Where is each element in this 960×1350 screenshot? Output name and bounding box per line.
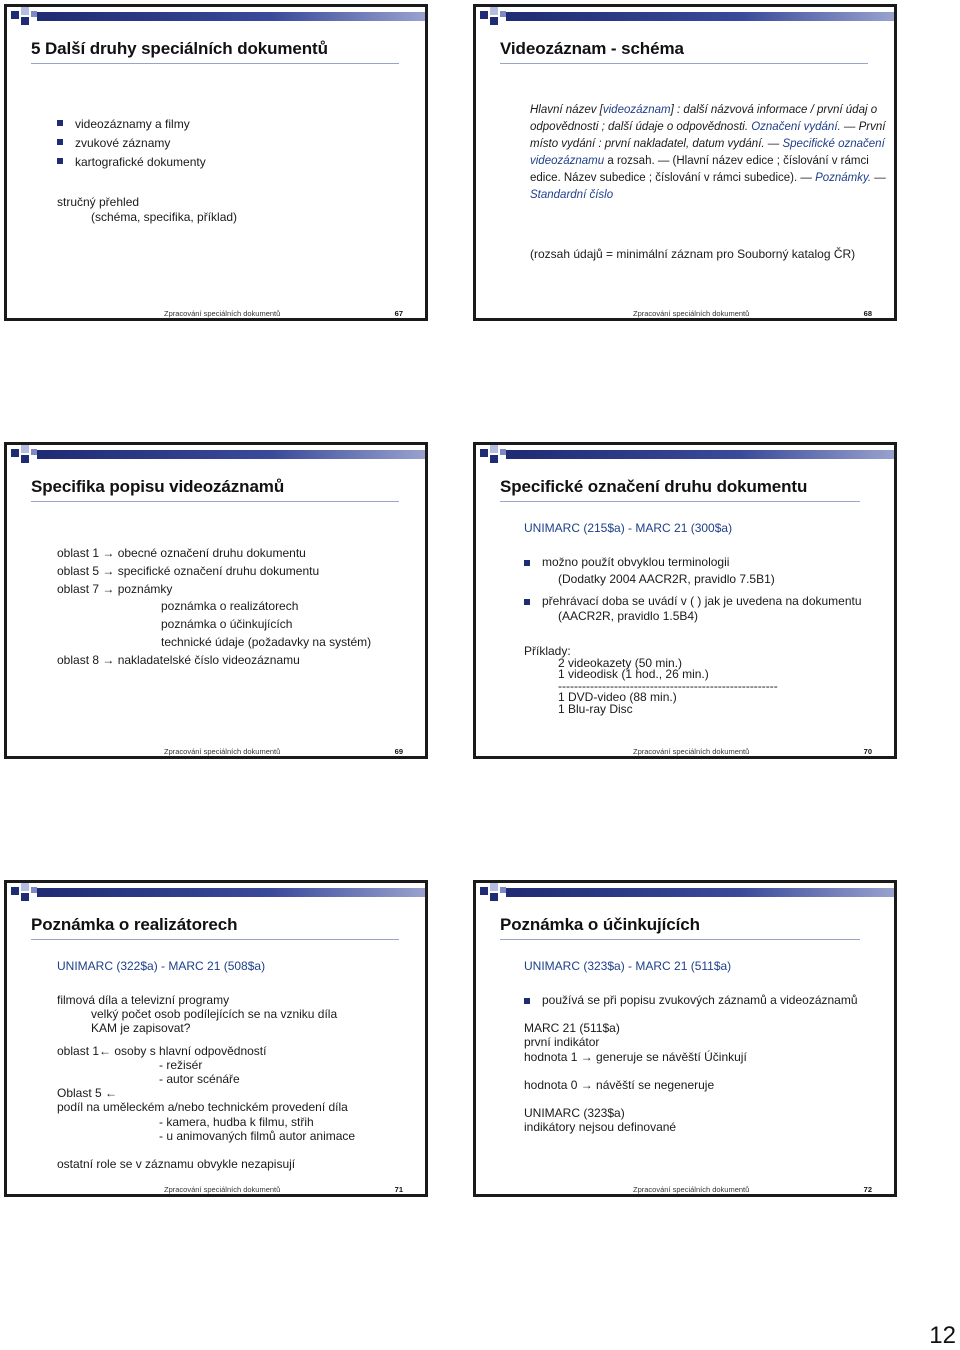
text-line: hodnota 1 → generuje se návěští Účinkují <box>524 1049 747 1064</box>
schema-text: Hlavní název [videozáznam] : další názvová informace / první údaj o odpovědnosti ; další údaje o odpovědnosti. Označení vydání. — První místo vydání : první nakladatel, datum vydání. — Specifické označení videozáznamu a rozsah. — (Hlavní název edice ; číslování v rámci edice. Název subedice ; číslování v rámci subedice). — Poznámky. — Standardní číslo <box>530 104 886 201</box>
slide-decoration <box>7 883 428 905</box>
footer-text: Zpracování speciálních dokumentů <box>633 747 750 756</box>
list-item: oblast 1 → obecné označení druhu dokumentu <box>57 546 306 560</box>
footer-text: Zpracování speciálních dokumentů <box>633 309 750 318</box>
slide-70 <box>473 442 897 759</box>
list-item: zvukové záznamy <box>57 134 206 153</box>
slide-72 <box>473 880 897 1197</box>
list-item: možno použít obvyklou terminologii <box>524 555 894 570</box>
slide-decoration <box>7 445 428 467</box>
section-heading: UNIMARC (322$a) - MARC 21 (508$a) <box>57 959 266 973</box>
slide-title: Poznámka o realizátorech <box>31 915 399 940</box>
list-item-detail: (AACR2R, pravidlo 1.5B4) <box>558 609 699 623</box>
slide-title: 5 Další druhy speciálních dokumentů <box>31 39 399 64</box>
slide-decoration <box>476 445 897 467</box>
slide-decoration <box>476 883 897 905</box>
text-line: MARC 21 (511$a) <box>524 1021 620 1036</box>
separator-text: ------------------------------------------------------- <box>558 678 778 693</box>
example-item: 2 videokazety (50 min.) <box>558 655 683 670</box>
summary-text: (schéma, specifika, příklad) <box>91 210 238 224</box>
slide-title: Poznámka o účinkujících <box>500 915 860 940</box>
examples-label: Příklady: <box>524 644 571 658</box>
summary-text: stručný přehled <box>57 195 140 209</box>
slide-decoration <box>7 7 428 29</box>
slide-71 <box>4 880 428 1197</box>
list-item: videozáznamy a filmy <box>57 115 206 134</box>
slide-69 <box>4 442 428 759</box>
footer-text: Zpracování speciálních dokumentů <box>164 747 281 756</box>
list-item-detail: (Dodatky 2004 AACR2R, pravidlo 7.5B1) <box>558 572 775 586</box>
list-item: používá se při popisu zvukových záznamů a videozáznamů <box>524 993 894 1007</box>
text-line: ostatní role se v záznamu obvykle nezapisují <box>57 1157 296 1171</box>
text-line: KAM je zapisovat? <box>91 1021 191 1036</box>
slide-title: Videozáznam - schéma <box>500 39 868 64</box>
text-line: - autor scénáře <box>159 1072 240 1087</box>
slide-67 <box>4 4 428 321</box>
list-item: přehrávací doba se uvádí v ( ) jak je uvedena na dokumentu <box>524 594 894 609</box>
text-line: oblast 1← osoby s hlavní odpovědností <box>57 1043 267 1058</box>
text-line: indikátory nejsou definované <box>524 1120 677 1135</box>
page-number: 12 <box>929 1322 956 1349</box>
slide-title: Specifika popisu videozáznamů <box>31 477 399 502</box>
slide-number: 68 <box>863 309 872 318</box>
example-item: 1 Blu-ray Disc <box>558 701 633 716</box>
list-item: oblast 7 → poznámky <box>57 581 173 596</box>
slide-number: 67 <box>394 309 403 318</box>
section-heading: UNIMARC (215$a) - MARC 21 (300$a) <box>524 521 733 535</box>
text-line: Oblast 5 ← <box>57 1086 118 1101</box>
note-text: (rozsah údajů = minimální záznam pro Souborný katalog ČR) <box>530 247 856 261</box>
text-line: hodnota 0 → návěští se negeneruje <box>524 1077 715 1092</box>
slide-number: 72 <box>863 1185 872 1194</box>
list-item: poznámka o realizátorech <box>161 599 299 614</box>
text-line: - u animovaných filmů autor animace <box>159 1128 356 1143</box>
text-line: velký počet osob podílejících se na vzniku díla <box>91 1007 338 1022</box>
list-item: technické údaje (požadavky na systém) <box>161 634 372 649</box>
example-item: 1 videodisk (1 hod., 26 min.) <box>558 667 709 682</box>
slide-decoration <box>476 7 897 29</box>
footer-text: Zpracování speciálních dokumentů <box>164 309 281 318</box>
slide-title: Specifické označení druhu dokumentu <box>500 477 860 502</box>
text-line: podíl na uměleckém a/nebo technickém provedení díla <box>57 1100 348 1115</box>
example-item: 1 DVD-video (88 min.) <box>558 690 677 705</box>
list-item: kartografické dokumenty <box>57 153 206 172</box>
text-line: první indikátor <box>524 1035 600 1050</box>
text-line: UNIMARC (323$a) <box>524 1106 625 1121</box>
text-line: filmová díla a televizní programy <box>57 993 230 1007</box>
slide-number: 70 <box>863 747 872 756</box>
footer-text: Zpracování speciálních dokumentů <box>164 1185 281 1194</box>
footer-text: Zpracování speciálních dokumentů <box>633 1185 750 1194</box>
slide-68 <box>473 4 897 321</box>
list-item: oblast 5 → specifické označení druhu dokumentu <box>57 563 320 578</box>
list-item: poznámka o účinkujících <box>161 617 293 632</box>
slide-number: 69 <box>394 747 403 756</box>
list-item: oblast 8 → nakladatelské číslo videozáznamu <box>57 652 300 667</box>
text-line: - kamera, hudba k filmu, střih <box>159 1114 314 1129</box>
section-heading: UNIMARC (323$a) - MARC 21 (511$a) <box>524 959 732 973</box>
slide-number: 71 <box>394 1185 403 1194</box>
text-line: - režisér <box>159 1057 203 1072</box>
